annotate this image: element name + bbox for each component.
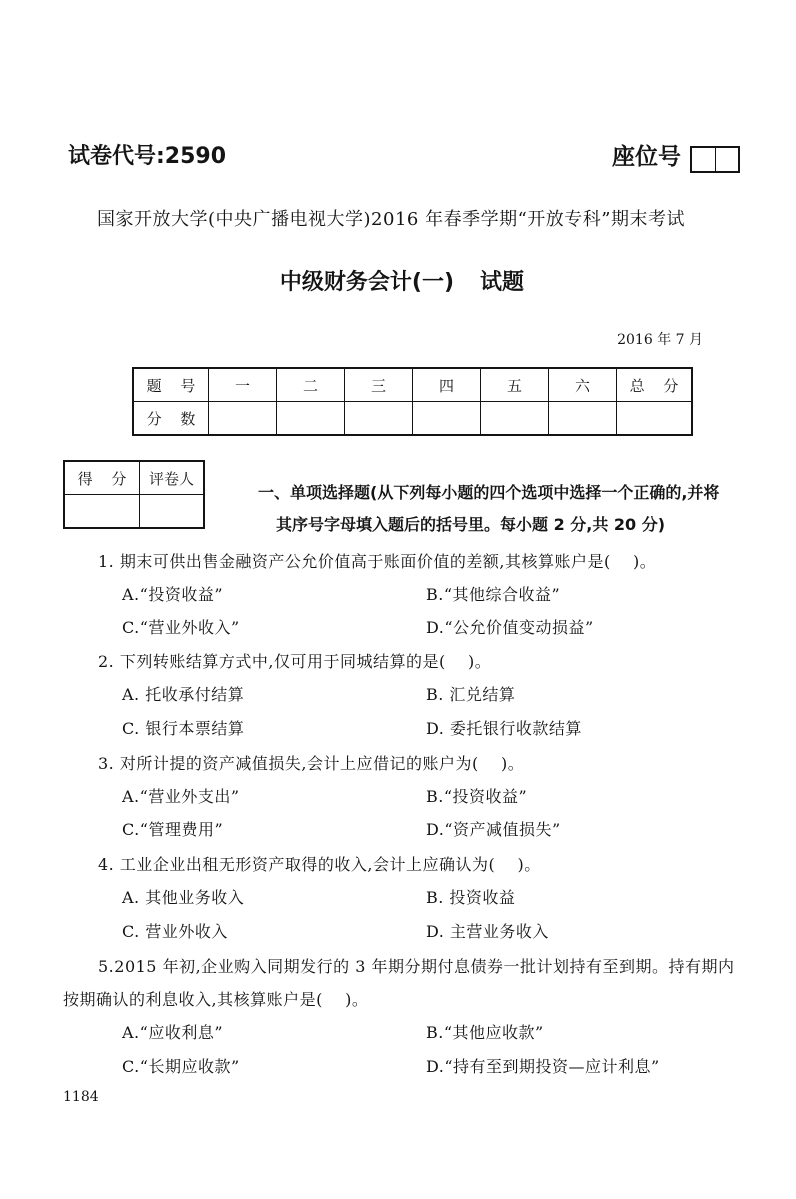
question-3-option-b: B.“投资收益” — [426, 787, 528, 806]
question-5-stem: 5.2015 年初,企业购入同期发行的 3 年期分期付息债券一批计划持有至到期。持有期内 — [98, 957, 735, 976]
score-cell — [413, 402, 481, 436]
score-column-4: 四 — [413, 368, 481, 402]
subject-name: 中级财务会计(一) — [279, 270, 455, 295]
score-column-2: 二 — [277, 368, 345, 402]
question-2-stem: 2. 下列转账结算方式中,仅可用于同城结算的是( )。 — [98, 652, 492, 671]
score-column-1: 一 — [209, 368, 277, 402]
score-cell — [277, 402, 345, 436]
score-cell — [617, 402, 693, 436]
score-cell — [549, 402, 617, 436]
exam-title: 国家开放大学(中央广播电视大学)2016 年春季学期“开放专科”期末考试 — [97, 209, 685, 230]
score-table — [132, 367, 693, 436]
question-3-stem: 3. 对所计提的资产减值损失,会计上应借记的账户为( )。 — [98, 754, 525, 773]
section-heading-line-2: 其序号字母填入题后的括号里。每小题 2 分,共 20 分) — [276, 515, 666, 534]
score-table-header-row — [133, 368, 692, 402]
score-table-score-row — [133, 402, 692, 436]
question-1-option-b: B.“其他综合收益” — [426, 585, 561, 604]
subject-title — [8, 268, 796, 298]
score-column-5: 五 — [481, 368, 549, 402]
grader-score-label: 得 分 — [64, 461, 140, 495]
grader-table-header-row — [64, 461, 204, 495]
question-5-option-d: D.“持有至到期投资—应计利息” — [426, 1057, 660, 1076]
score-column-3: 三 — [345, 368, 413, 402]
section-heading-line-1: 一、单项选择题(从下列每小题的四个选项中选择一个正确的,并将 — [258, 483, 720, 502]
grader-name-cell — [140, 495, 205, 529]
seat-number-box — [690, 146, 740, 173]
question-4-option-a: A. 其他业务收入 — [122, 888, 245, 907]
question-1-stem: 1. 期末可供出售金融资产公允价值高于账面价值的差额,其核算账户是( )。 — [98, 552, 657, 571]
question-4-option-c: C. 营业外收入 — [122, 922, 228, 941]
score-cell — [345, 402, 413, 436]
question-5-option-c: C.“长期应收款” — [122, 1057, 240, 1076]
question-5-stem-continued: 按期确认的利息收入,其核算账户是( )。 — [63, 990, 369, 1009]
question-3-option-a: A.“营业外支出” — [122, 787, 240, 806]
question-1-option-d: D.“公允价值变动损益” — [426, 618, 594, 637]
seat-number-cell — [692, 148, 715, 171]
question-2-option-a: A. 托收承付结算 — [122, 685, 245, 704]
question-5-option-b: B.“其他应收款” — [426, 1023, 544, 1042]
page-number: 1184 — [63, 1089, 99, 1105]
question-5-option-a: A.“应收利息” — [122, 1023, 224, 1042]
score-column-6: 六 — [549, 368, 617, 402]
question-3-option-c: C.“管理费用” — [122, 820, 224, 839]
question-2-option-b: B. 汇兑结算 — [426, 685, 516, 704]
score-label: 分 数 — [133, 402, 209, 436]
exam-date: 2016 年 7 月 — [617, 332, 703, 348]
question-number-label: 题 号 — [133, 368, 209, 402]
question-2-option-d: D. 委托银行收款结算 — [426, 719, 582, 738]
grader-table — [63, 460, 205, 529]
total-score-label: 总 分 — [617, 368, 693, 402]
seat-number-cell — [715, 148, 739, 171]
question-1-option-c: C.“营业外收入” — [122, 618, 240, 637]
question-1-option-a: A.“投资收益” — [122, 585, 224, 604]
paper-code: 试卷代号:2590 — [68, 144, 227, 169]
question-3-option-d: D.“资产减值损失” — [426, 820, 561, 839]
question-4-option-b: B. 投资收益 — [426, 888, 516, 907]
score-cell — [209, 402, 277, 436]
grader-table-entry-row — [64, 495, 204, 529]
grader-name-label: 评卷人 — [140, 461, 205, 495]
score-cell — [481, 402, 549, 436]
question-2-option-c: C. 银行本票结算 — [122, 719, 245, 738]
grader-score-cell — [64, 495, 140, 529]
subject-suffix: 试题 — [480, 270, 525, 295]
seat-number-label: 座位号 — [612, 144, 681, 170]
question-4-option-d: D. 主营业务收入 — [426, 922, 549, 941]
question-4-stem: 4. 工业企业出租无形资产取得的收入,会计上应确认为( )。 — [98, 855, 541, 874]
